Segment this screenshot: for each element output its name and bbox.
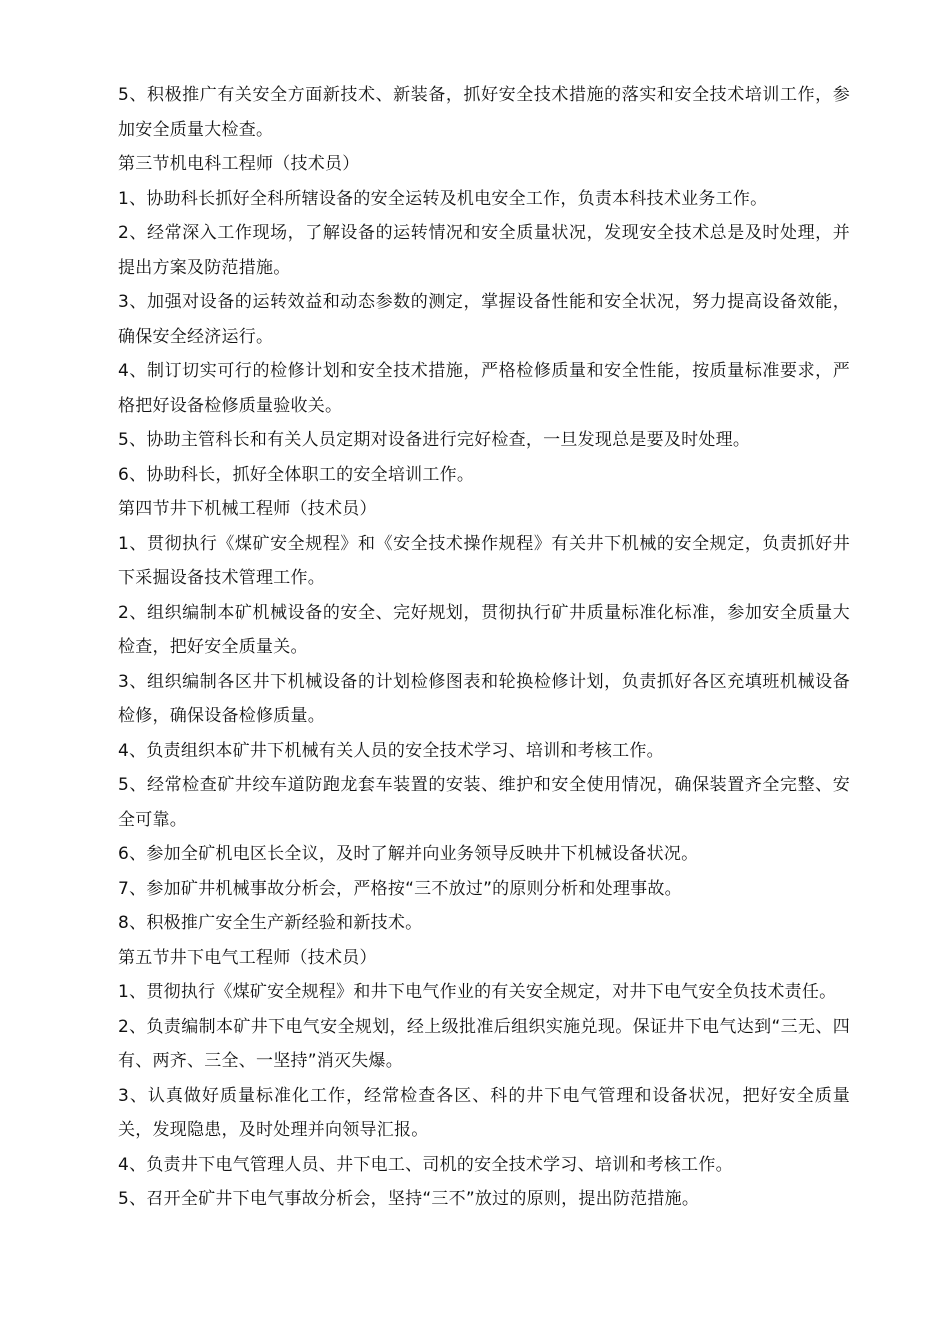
paragraph: 3、组织编制各区井下机械设备的计划检修图表和轮换检修计划，负责抓好各区充填班机械设备检修，确保设备检修质量。 [118, 671, 850, 726]
paragraph: 8、积极推广安全生产新经验和新技术。 [118, 913, 423, 933]
paragraph: 1、贯彻执行《煤矿安全规程》和井下电气作业的有关安全规定，对井下电气安全负技术责任。 [118, 982, 837, 1002]
paragraph: 5、积极推广有关安全方面新技术、新装备，抓好安全技术措施的落实和安全技术培训工作，参加安全质量大检查。 [118, 85, 850, 140]
section-heading: 第四节井下机械工程师（技术员） [118, 499, 377, 519]
paragraph: 6、参加全矿机电区长全议，及时了解并向业务领导反映井下机械设备状况。 [118, 844, 699, 864]
paragraph: 5、经常检查矿井绞车道防跑龙套车装置的安装、维护和安全使用情况，确保装置齐全完整、安全可靠。 [118, 775, 850, 830]
paragraph: 5、召开全矿井下电气事故分析会，坚持“三不”放过的原则，提出防范措施。 [118, 1189, 700, 1209]
paragraph: 2、负责编制本矿井下电气安全规划，经上级批准后组织实施兑现。保证井下电气达到“三无、四有、两齐、三全、一坚持”消灭失爆。 [118, 1016, 850, 1071]
paragraph: 5、协助主管科长和有关人员定期对设备进行完好检查，一旦发现总是要及时处理。 [118, 430, 751, 450]
document-body [118, 78, 850, 1217]
paragraph: 4、制订切实可行的检修计划和安全技术措施，严格检修质量和安全性能，按质量标准要求，严格把好设备检修质量验收关。 [118, 361, 850, 416]
paragraph: 1、协助科长抓好全科所辖设备的安全运转及机电安全工作，负责本科技术业务工作。 [118, 188, 768, 209]
paragraph: 7、参加矿井机械事故分析会，严格按“三不放过”的原则分析和处理事故。 [118, 878, 682, 899]
paragraph: 2、组织编制本矿机械设备的安全、完好规划，贯彻执行矿井质量标准化标准，参加安全质量大检查，把好安全质量关。 [118, 602, 850, 657]
paragraph: 4、负责井下电气管理人员、井下电工、司机的安全技术学习、培训和考核工作。 [118, 1154, 733, 1175]
paragraph: 1、贯彻执行《煤矿安全规程》和《安全技术操作规程》有关井下机械的安全规定，负责抓好井下采掘设备技术管理工作。 [118, 533, 850, 588]
paragraph: 3、加强对设备的运转效益和动态参数的测定，掌握设备性能和安全状况，努力提高设备效能，确保安全经济运行。 [118, 292, 850, 347]
section-heading: 第五节井下电气工程师（技术员） [118, 947, 377, 968]
section-heading: 第三节机电科工程师（技术员） [118, 154, 360, 174]
paragraph: 6、协助科长，抓好全体职工的安全培训工作。 [118, 464, 475, 485]
paragraph: 2、经常深入工作现场，了解设备的运转情况和安全质量状况，发现安全技术总是及时处理，并提出方案及防范措施。 [118, 223, 850, 278]
paragraph: 3、认真做好质量标准化工作，经常检查各区、科的井下电气管理和设备状况，把好安全质量关，发现隐患，及时处理并向领导汇报。 [118, 1085, 850, 1140]
paragraph: 4、负责组织本矿井下机械有关人员的安全技术学习、培训和考核工作。 [118, 740, 664, 761]
